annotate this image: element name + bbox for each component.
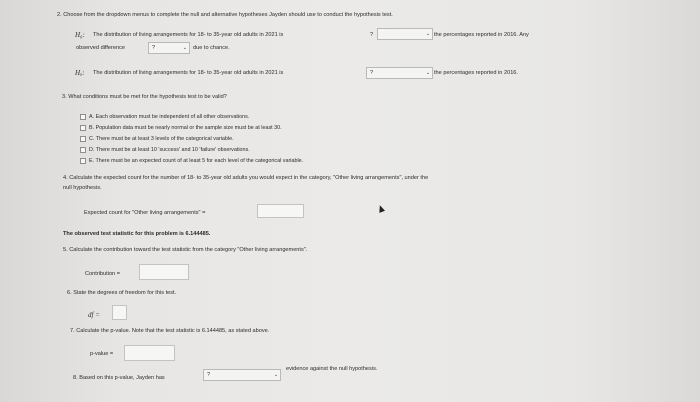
h0-symbol: H₀: [75,31,85,39]
option-c[interactable] [80,136,234,142]
option-a[interactable] [80,114,249,120]
ha-symbol: Hₐ: [75,69,85,77]
checkbox[interactable] [80,147,86,153]
expected-count-input[interactable] [257,204,304,218]
chevron-down-icon: ⌄ [273,372,279,378]
h0-after: the percentages reported in 2016. Any [434,32,529,38]
option-c-label: C. There must be at least 3 levels of the categorical variable. [89,136,234,142]
q8-heading: 8. Based on this p-value, Jayden has [73,375,165,381]
ha-relation-select[interactable] [366,67,433,79]
h0-difference-select-value: ? [152,45,156,51]
h0-select-hint: ? [370,32,374,38]
evidence-select[interactable] [203,369,281,381]
q3-heading: 3. What conditions must be met for the hypothesis test to be valid? [62,94,227,100]
h0-text: The distribution of living arrangements for 18- to 35-year old adults in 2021 is [93,32,284,38]
h0-difference-select[interactable] [148,42,190,54]
chevron-down-icon: ⌄ [425,31,431,37]
h0-after2: due to chance. [193,45,230,51]
evidence-select-value: ? [207,372,211,378]
q8-after: evidence against the null hypothesis. [286,366,378,372]
h0-relation-select[interactable] [377,28,433,40]
q4-heading-line1: 4. Calculate the expected count for the number of 18- to 35-year old adults you would expect in the category, "Other living arrangements", under the [63,175,429,181]
ha-after: the percentages reported in 2016. [434,70,518,76]
q7-label: p-value = [90,351,114,357]
option-e[interactable] [80,158,303,164]
df-input[interactable] [112,305,127,320]
q6-heading: 6. State the degrees of freedom for this test. [67,290,177,296]
q4-label: Expected count for "Other living arrangements" = [84,210,206,216]
checkbox[interactable] [80,114,86,120]
ha-text: The distribution of living arrangements for 18- to 35-year old adults in 2021 is [93,70,284,76]
ha-relation-select-value: ? [370,70,374,76]
stat-note: The observed test statistic for this problem is 6.144485. [63,231,211,237]
contribution-input[interactable] [139,264,189,280]
option-b[interactable] [80,125,282,131]
q5-heading: 5. Calculate the contribution toward the test statistic from the category "Other living arrangements". [63,247,308,253]
option-d-label: D. There must be at least 10 'success' and 10 'failure' observations. [89,147,250,153]
mouse-cursor-icon [377,204,385,213]
chevron-down-icon: ⌄ [425,70,431,76]
option-a-label: A. Each observation must be independent of all other observations. [89,114,250,120]
checkbox[interactable] [80,125,86,131]
option-e-label: E. There must be an expected count of at least 5 for each level of the categorical variable. [89,158,304,164]
p-value-input[interactable] [124,345,175,361]
q2-heading: 2. Choose from the dropdown menus to complete the null and alternative hypotheses Jayden should use to conduct the hypothesis test. [57,12,393,18]
q4-heading-line2: null hypothesis. [63,185,102,191]
checkbox[interactable] [80,158,86,164]
q5-label: Contribution = [85,271,120,277]
option-d[interactable] [80,147,250,153]
q6-label: df = [88,311,100,319]
checkbox[interactable] [80,136,86,142]
chevron-down-icon: ⌄ [182,45,188,51]
q7-heading: 7. Calculate the p-value. Note that the test statistic is 6.144485, as stated above. [70,328,270,334]
h0-line2: observed difference [76,45,126,51]
option-b-label: B. Population data must be nearly normal or the sample size must be at least 30. [89,125,282,131]
